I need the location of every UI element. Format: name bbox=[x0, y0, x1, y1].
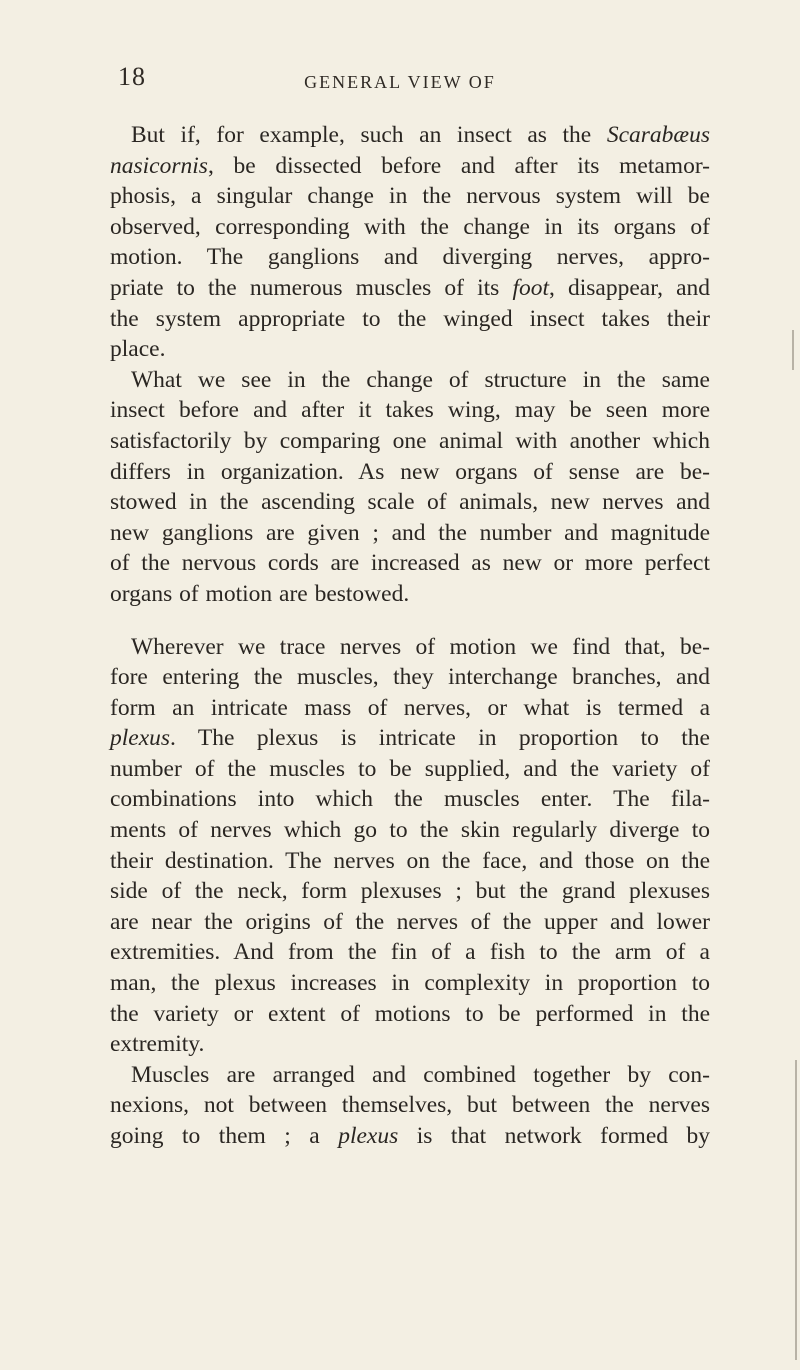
paragraph bbox=[110, 1060, 710, 1152]
text-line: insect before and after it takes wing, may be seen more bbox=[110, 397, 710, 424]
species-name: nasicornis bbox=[110, 152, 208, 179]
text-line: Muscles are arranged and combined together by con- bbox=[131, 1061, 710, 1088]
body-text bbox=[110, 120, 710, 1152]
paragraph-gap bbox=[110, 610, 710, 632]
page-number: 18 bbox=[118, 62, 146, 91]
text-line: plexus. The plexus is intricate in proportion to the bbox=[110, 725, 710, 752]
text-line: are near the origins of the nerves of the upper and lower bbox=[110, 908, 710, 935]
term-plexus: plexus bbox=[338, 1123, 399, 1149]
paragraph bbox=[110, 632, 710, 1060]
text-line: Wherever we trace nerves of motion we find that, be- bbox=[131, 633, 710, 660]
text-line: of the nervous cords are increased as new or more perfect bbox=[110, 550, 710, 577]
species-name: Scarabæus bbox=[606, 122, 710, 148]
text-line: differs in organization. As new organs of sense are be- bbox=[110, 458, 710, 485]
text-line: place. bbox=[110, 336, 166, 363]
text-line: nasicornis, be dissected before and after its metamor- bbox=[110, 152, 710, 179]
text-line: the system appropriate to the winged insect takes their bbox=[110, 305, 710, 332]
text-line: form an intricate mass of nerves, or what is termed a bbox=[110, 694, 710, 721]
text-line: organs of motion are bestowed. bbox=[110, 580, 410, 607]
text-line: number of the muscles to be supplied, and the variety of bbox=[110, 755, 710, 782]
text-line: extremities. And from the fin of a fish to the arm of a bbox=[110, 939, 710, 966]
text-line: extremity. bbox=[110, 1031, 205, 1058]
text-line: going to them ; a plexus is that network formed by bbox=[110, 1123, 710, 1149]
margin-shadow bbox=[795, 1060, 797, 1360]
text-line: satisfactorily by comparing one animal with another which bbox=[110, 427, 710, 454]
text-line: man, the plexus increases in complexity in proportion to bbox=[110, 970, 710, 997]
text-line: the variety or extent of motions to be performed in the bbox=[110, 1000, 710, 1027]
paragraph bbox=[110, 120, 710, 365]
text-line: new ganglions are given ; and the number and magnitude bbox=[110, 519, 710, 546]
text-line: observed, corresponding with the change in its organs of bbox=[110, 213, 710, 240]
text-line: their destination. The nerves on the face, and those on the bbox=[110, 847, 710, 874]
margin-shadow bbox=[792, 330, 794, 370]
text-line: combinations into which the muscles enter. The fila- bbox=[110, 786, 710, 813]
running-head: GENERAL VIEW OF bbox=[304, 72, 496, 92]
text-line: ments of nerves which go to the skin regularly diverge to bbox=[110, 817, 710, 844]
text-line: motion. The ganglions and diverging nerves, appro- bbox=[110, 244, 710, 271]
term-plexus: plexus bbox=[110, 725, 171, 752]
text-line: But if, for example, such an insect as the Scarabæus bbox=[131, 122, 710, 148]
text-line: priate to the numerous muscles of its foot, disappear, and bbox=[110, 274, 711, 301]
emphasis: foot bbox=[512, 274, 549, 301]
text-line: What we see in the change of structure in the same bbox=[131, 366, 710, 393]
text-line: side of the neck, form plexuses ; but the grand plexuses bbox=[110, 878, 710, 905]
paragraph bbox=[110, 365, 710, 610]
text-line: nexions, not between themselves, but between the nerves bbox=[110, 1092, 710, 1119]
text-line: fore entering the muscles, they interchange branches, and bbox=[110, 664, 710, 691]
text-line: stowed in the ascending scale of animals, new nerves and bbox=[110, 489, 710, 516]
text-line: phosis, a singular change in the nervous system will be bbox=[110, 183, 710, 210]
